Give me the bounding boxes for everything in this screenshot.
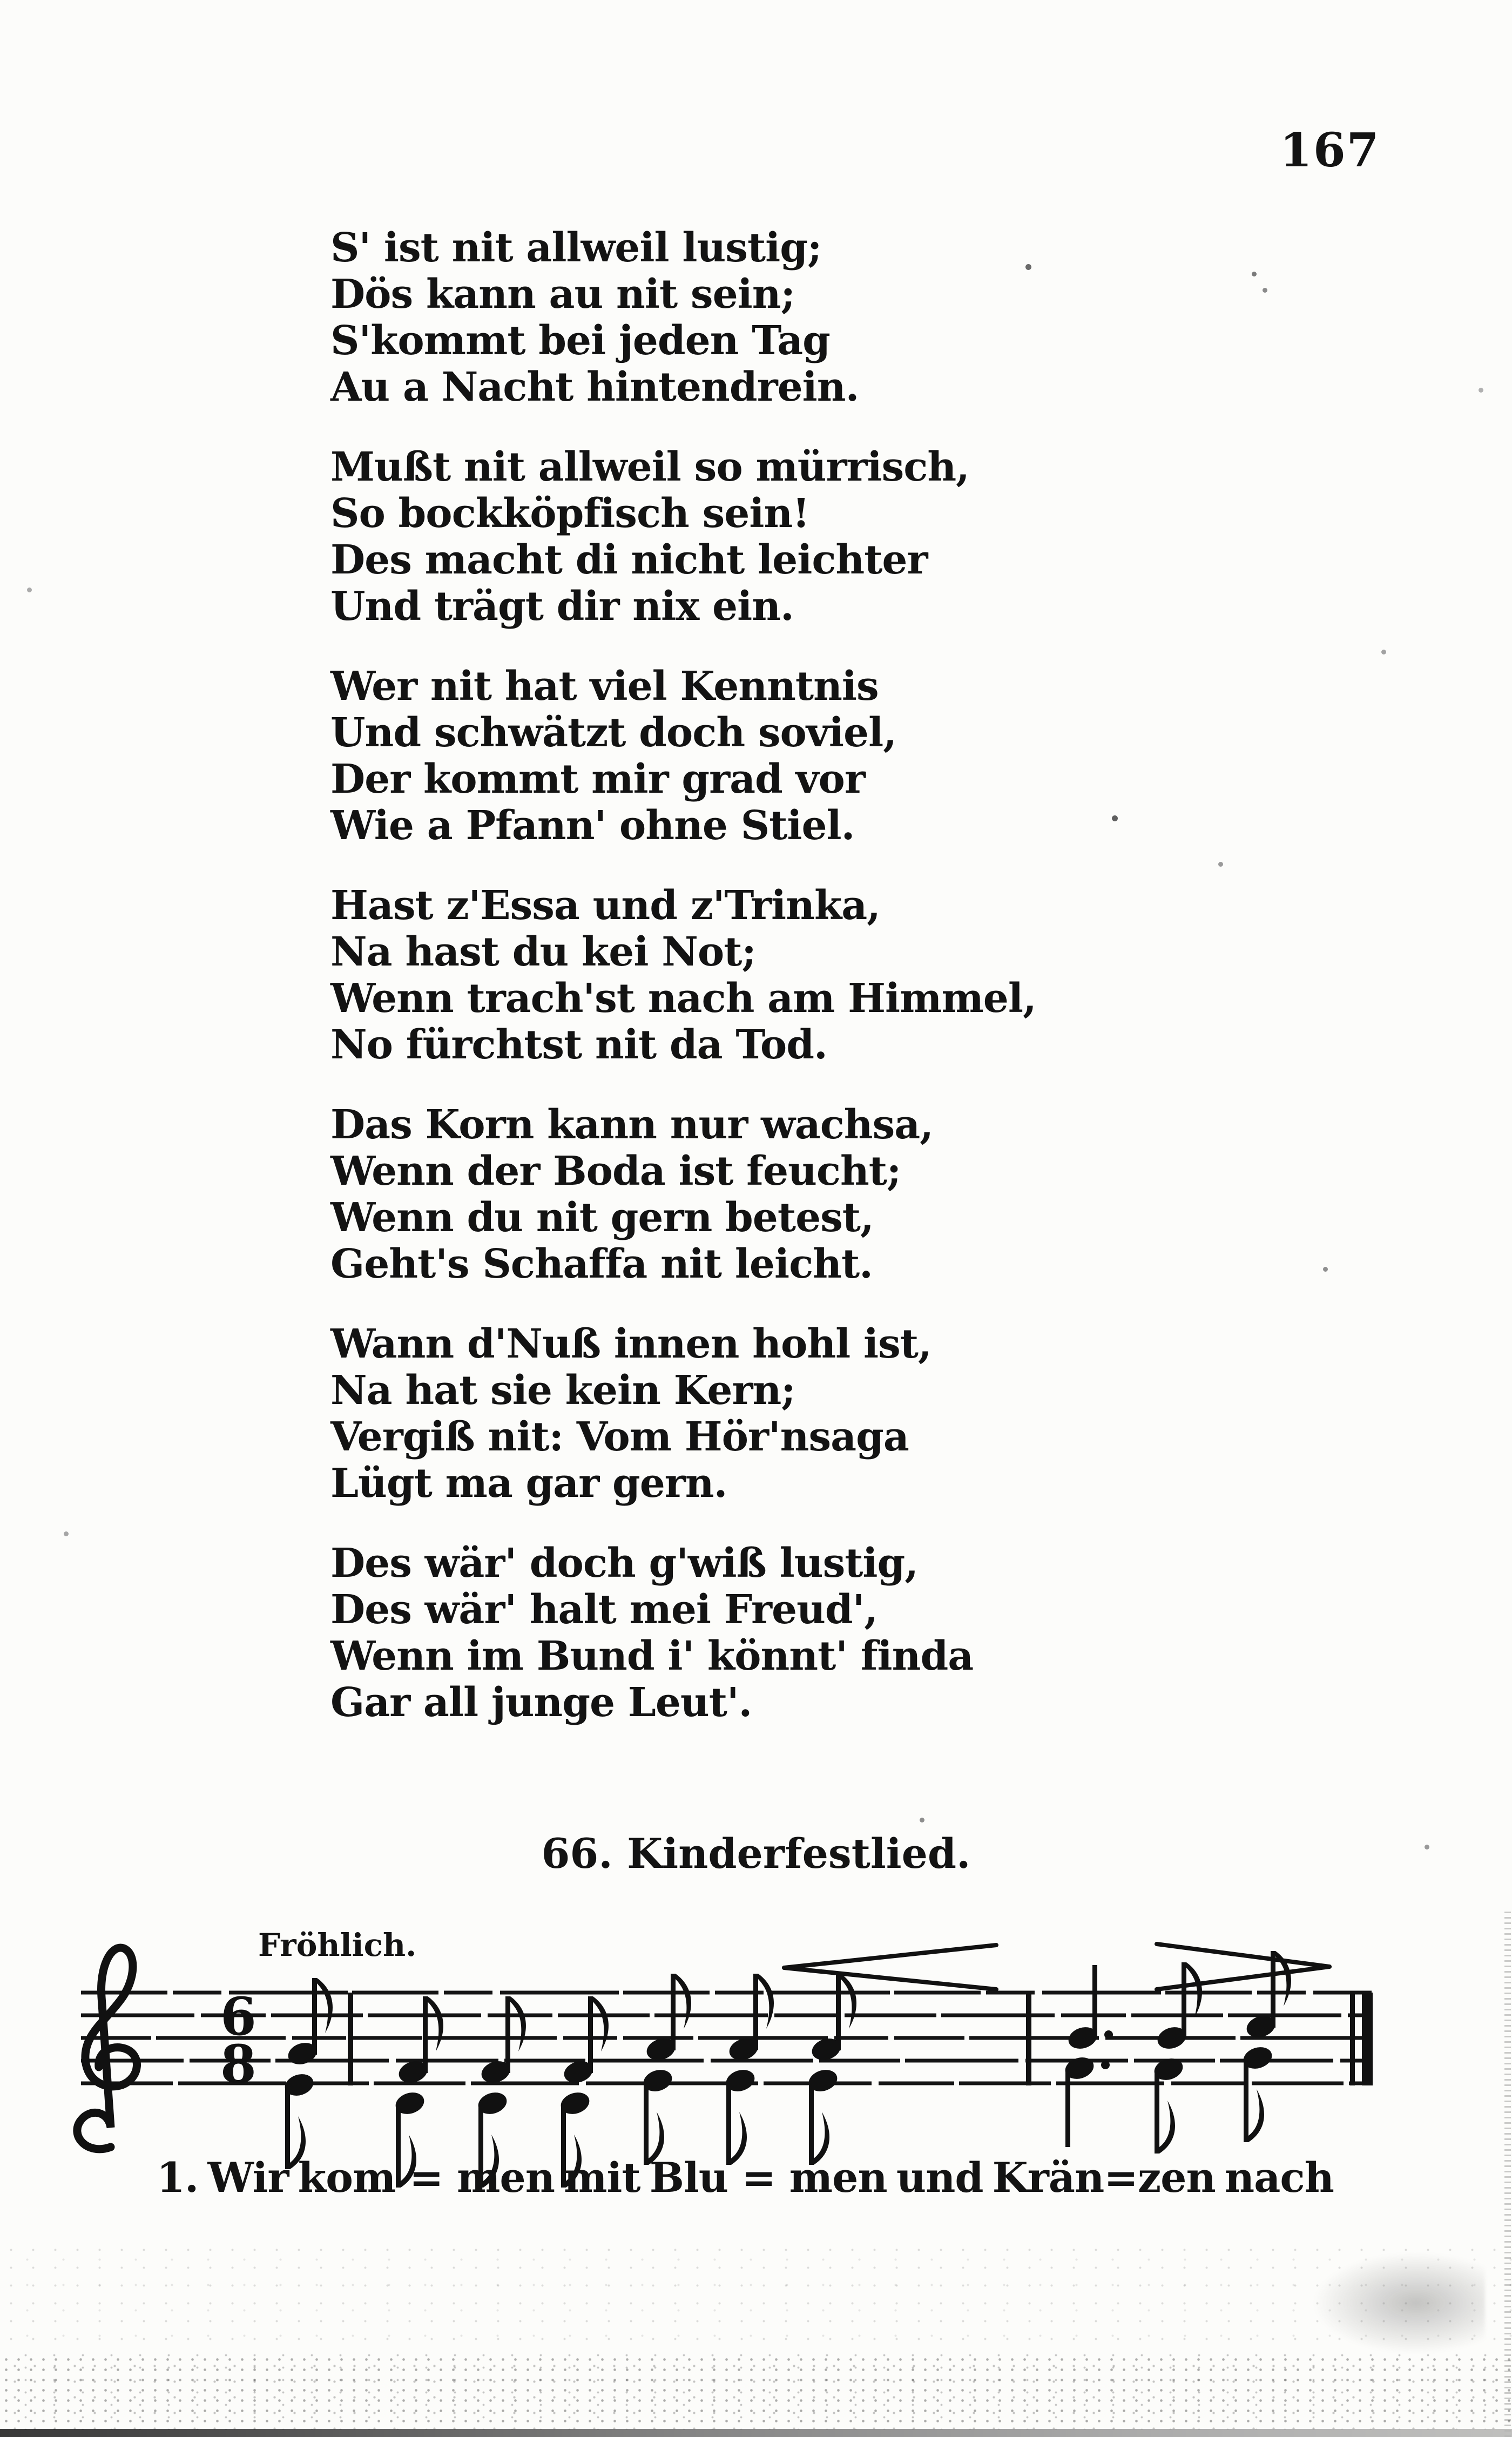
page-number: 167: [1280, 123, 1380, 178]
poem-line: No fürchtst nit da Tod.: [330, 1022, 827, 1068]
scan-noise-band: [0, 2354, 1512, 2430]
stanza: [330, 1321, 1036, 1507]
scan-edge-noise: [1504, 1912, 1511, 2437]
poem-line: Des wär' doch g'wiß lustig,: [330, 1540, 919, 1587]
poem-line: Dös kann au nit sein;: [330, 271, 795, 318]
barline: [348, 1993, 353, 2085]
lyric-syllable: Blu = men: [649, 2154, 887, 2202]
poem-line: Vergiß nit: Vom Hör'nsaga: [330, 1414, 909, 1460]
note-chord: [723, 1974, 774, 2165]
poem: [330, 225, 1036, 1759]
poem-line: S'kommt bei jeden Tag: [330, 318, 830, 364]
note-chord: [282, 1978, 333, 2169]
time-signature-upper: 6: [220, 1986, 256, 2047]
poem-line: Wenn trach'st nach am Himmel,: [330, 975, 1036, 1022]
poem-line: So bockköpfisch sein!: [330, 490, 809, 537]
poem-line: Und schwätzt doch soviel,: [330, 710, 896, 756]
lyric-syllable: mit: [564, 2154, 640, 2202]
lyric-syllable: Wir: [207, 2154, 289, 2202]
scan-edge-shadow: [0, 2429, 1512, 2437]
poem-line: Na hast du kei Not;: [330, 929, 756, 975]
lyric-syllable: Krän=zen: [992, 2154, 1216, 2202]
stanza: [330, 225, 1036, 410]
poem-line: Des macht di nicht leichter: [330, 537, 928, 583]
stanza: [330, 1102, 1036, 1287]
poem-line: Des wär' halt mei Freud',: [330, 1587, 878, 1633]
stanza: [330, 663, 1036, 849]
time-signature-lower: 8: [220, 2034, 256, 2095]
scan-noise-blob: [1312, 2252, 1485, 2354]
poem-line: Hast z'Essa und z'Trinka,: [330, 882, 880, 929]
poem-line: Mußt nit allweil so mürrisch,: [330, 444, 969, 490]
lyric-syllable: und: [896, 2154, 983, 2202]
verse-number: 1.: [157, 2154, 199, 2202]
poem-line: Wenn im Bund i' könnt' finda: [330, 1633, 974, 1679]
lyric-syllable: nach: [1224, 2154, 1334, 2202]
poem-line: Wer nit hat viel Kenntnis: [330, 663, 879, 710]
tempo-marking: Fröhlich.: [258, 1927, 417, 1963]
poem-line: Das Korn kann nur wachsa,: [330, 1102, 933, 1148]
stanza: [330, 444, 1036, 630]
note-chord: [806, 1974, 856, 2165]
barline: [1026, 1993, 1031, 2085]
stanza: [330, 1540, 1036, 1726]
note-chord: [1240, 1951, 1291, 2142]
poem-line: Gar all junge Leut'.: [330, 1679, 752, 1726]
poem-line: Na hat sie kein Kern;: [330, 1367, 795, 1414]
crescendo-hairpin: [784, 1945, 996, 1989]
poem-line: Lügt ma gar gern.: [330, 1460, 727, 1507]
poem-line: S' ist nit allweil lustig;: [330, 225, 822, 271]
note-chord: [640, 1974, 691, 2165]
poem-line: Geht's Schaffa nit leicht.: [330, 1241, 873, 1287]
poem-line: Wenn der Boda ist feucht;: [330, 1148, 901, 1194]
scan-speckles: [0, 0, 3, 3]
lyric-syllable: kom = men: [298, 2154, 555, 2202]
poem-line: Wie a Pfann' ohne Stiel.: [330, 802, 855, 849]
poem-line: Und trägt dir nix ein.: [330, 583, 794, 630]
poem-line: Der kommt mir grad vor: [330, 756, 865, 802]
treble-clef: [77, 1948, 137, 2149]
poem-line: Wann d'Nuß innen hohl ist,: [330, 1321, 932, 1367]
poem-line: Wenn du nit gern betest,: [330, 1194, 874, 1241]
poem-line: Au a Nacht hintendrein.: [330, 364, 859, 410]
song-heading: 66. Kinderfestlied.: [541, 1830, 971, 1878]
scan-noise-band: [0, 2241, 1512, 2354]
music-staff: [0, 1916, 1458, 2262]
stanza: [330, 882, 1036, 1068]
lyrics-line: [157, 2154, 1334, 2202]
